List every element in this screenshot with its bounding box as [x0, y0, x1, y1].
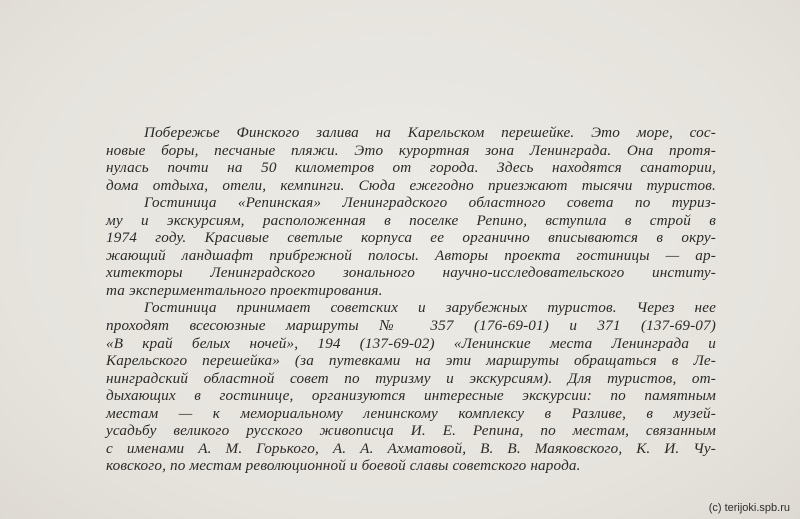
text-line: хитекторы Ленинградского зонального научно-исследовательского институ-	[106, 264, 716, 282]
text-line: жающий ландшафт прибрежной полосы. Авторы проекта гостиницы — ар-	[106, 246, 716, 264]
paragraph-1	[106, 124, 716, 194]
text-line: Карельского перешейка» (за путевками на эти маршруты обращаться в Ле-	[106, 352, 716, 370]
text-line: ковского, по местам революционной и боевой славы советского народа.	[106, 457, 581, 475]
text-line: усадьбу великого русского живописца И. Е. Репина, по местам, связанным	[106, 422, 716, 440]
text-line: с именами А. М. Горького, А. А. Ахматовой, В. В. Маяковского, К. И. Чу-	[106, 439, 716, 457]
text-line: местам — к мемориальному ленинскому комплексу в Разливе, в музей-	[106, 404, 716, 422]
text-line: дома отдыха, отели, кемпинги. Сюда ежегодно приезжают тысячи туристов.	[106, 176, 716, 194]
text-line: Гостиница «Репинская» Ленинградского областного совета по туриз-	[144, 194, 716, 212]
text-line: новые боры, песчаные пляжи. Это курортная зона Ленинграда. Она протя-	[106, 141, 716, 159]
paragraph-3	[106, 299, 716, 474]
text-line: та экспериментального проектирования.	[106, 281, 383, 299]
text-line: Гостиница принимает советских и зарубежных туристов. Через нее	[144, 299, 716, 317]
text-line: дыхающих в гостинице, организуются интересные экскурсии: по памятным	[106, 387, 716, 405]
text-line: проходят всесоюзные маршруты № 357 (176-69-01) и 371 (137-69-07)	[106, 317, 716, 335]
watermark: (c) terijoki.spb.ru	[708, 502, 790, 514]
text-line: 1974 году. Красивые светлые корпуса ее органично вписываются в окру-	[106, 229, 716, 247]
text-line: нинградский областной совет по туризму и экскурсиям). Для туристов, от-	[106, 369, 716, 387]
text-line: «В край белых ночей», 194 (137-69-02) «Ленинские места Ленинграда и	[106, 334, 716, 352]
text-line: му и экскурсиям, расположенная в поселке Репино, вступила в строй в	[106, 211, 716, 229]
body-text	[106, 124, 716, 475]
text-line: Побережье Финского залива на Карельском перешейке. Это море, сос-	[144, 124, 716, 141]
text-line: нулась почти на 50 километров от города. Здесь находятся санатории,	[106, 159, 716, 177]
paragraph-2	[106, 194, 716, 299]
